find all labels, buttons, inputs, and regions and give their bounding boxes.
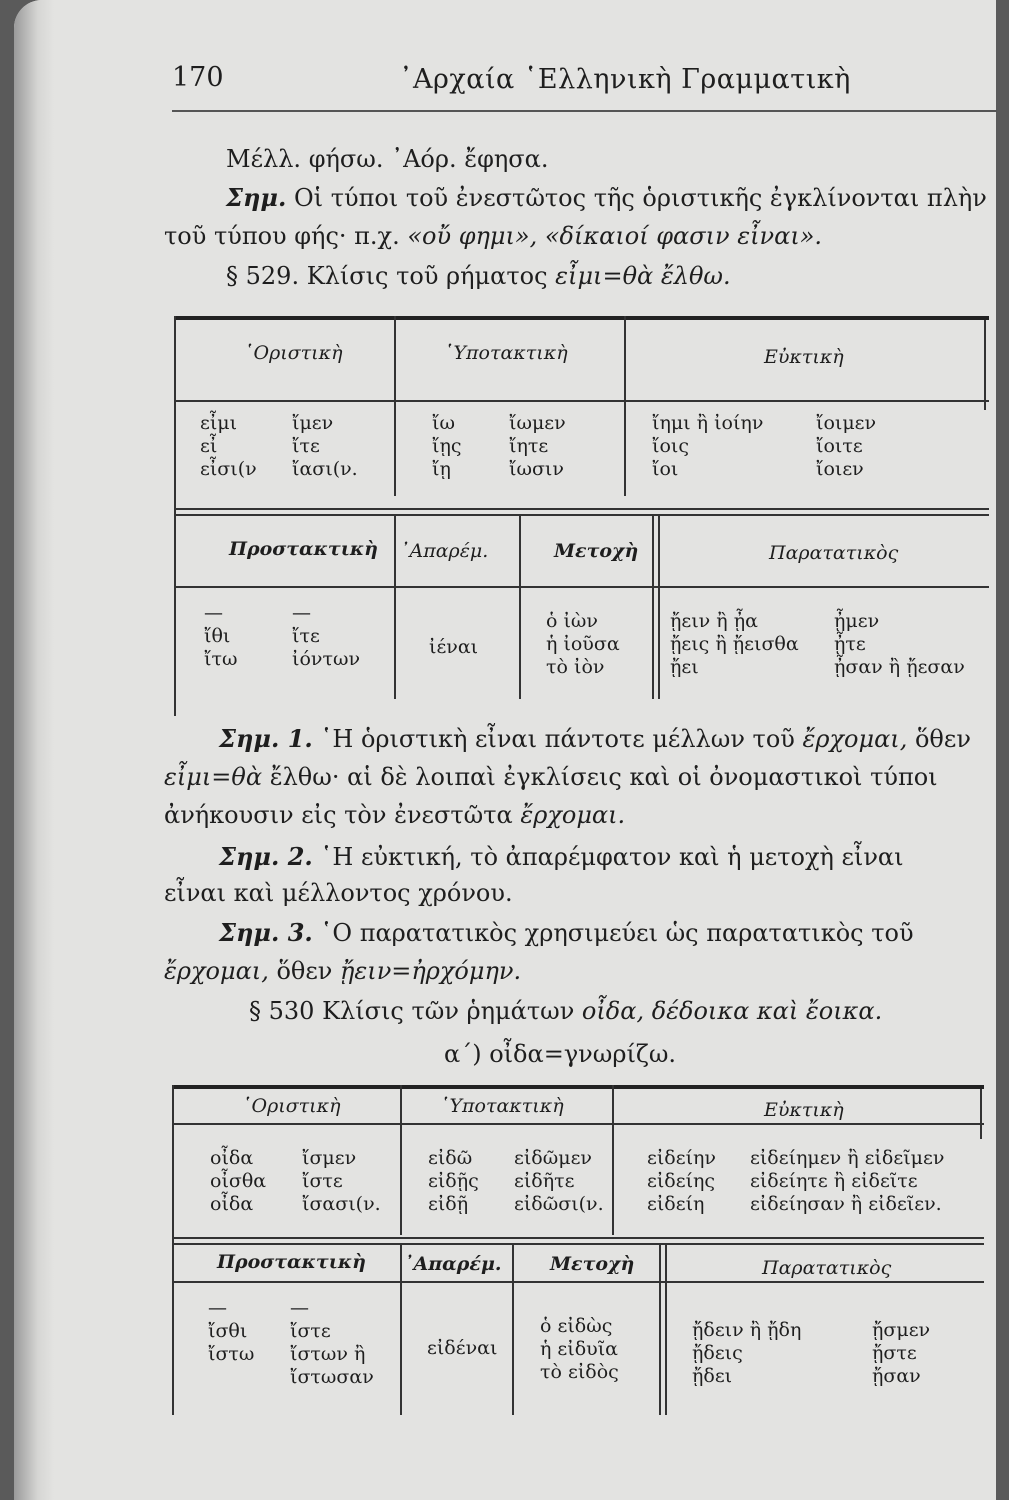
note-2-line-2: εἶναι καὶ μέλλοντος χρόνου. bbox=[164, 879, 513, 907]
infinitive-form-2: εἰδέναι bbox=[427, 1337, 498, 1359]
imp-pl-1-2: — bbox=[290, 1297, 309, 1319]
note-1-line-3 bbox=[164, 801, 625, 829]
ind-pl-column-2 bbox=[302, 1147, 381, 1216]
impf-pl-2-2: ᾔστε bbox=[872, 1342, 917, 1364]
opt-pl-2: ἴοιτε bbox=[816, 435, 863, 457]
subj-pl-1-2: εἰδῶμεν bbox=[514, 1147, 592, 1169]
impf-pl-1: ᾖμεν bbox=[834, 610, 880, 632]
opt-sg-1-2: εἰδείην bbox=[647, 1147, 716, 1169]
impf-sg-3: ᾔει bbox=[670, 656, 699, 678]
subj-pl-3-2: εἰδῶσι(ν. bbox=[514, 1193, 604, 1215]
note-1-line-2 bbox=[164, 763, 938, 791]
opt-pl-2-2: εἰδείητε ἢ εἰδεῖτε bbox=[750, 1170, 918, 1192]
imp-pl-column bbox=[292, 602, 360, 671]
note-2-text: ῾Η εὐκτική, τὸ ἀπαρέμφατον καὶ ἡ μετοχὴ εἶναι bbox=[320, 843, 904, 871]
infinitive-form: ἰέναι bbox=[429, 636, 479, 658]
opt-sg-3: ἴοι bbox=[652, 458, 679, 480]
ind-pl-column bbox=[292, 412, 358, 481]
opt-pl-3: ἴοιεν bbox=[816, 458, 864, 480]
subj-sg-2-2: εἰδῇς bbox=[428, 1170, 479, 1192]
section-529-title: § 529. Κλίσις τοῦ ρήματος bbox=[226, 262, 548, 290]
book-page bbox=[14, 0, 996, 1500]
opt-sg-3-2: εἰδείη bbox=[647, 1193, 705, 1215]
note-line-2-b: «οὔ φημι», «δίκαιοί φασιν εἶναι». bbox=[407, 222, 823, 250]
note-1-text-b: ἔρχομαι, bbox=[802, 725, 908, 753]
note-1-text-a: ῾Η ὁριστικὴ εἶναι πάντοτε μέλλων τοῦ bbox=[320, 725, 795, 753]
part-masc-2: ὁ εἰδὼς bbox=[540, 1315, 613, 1337]
header-optative-2: Εὐκτικὴ bbox=[764, 1099, 844, 1121]
header-subjunctive-2: ῾Υποτακτικὴ bbox=[440, 1095, 564, 1117]
impf-pl-2: ᾖτε bbox=[834, 633, 866, 655]
running-title: ᾿Αρχαία ῾Ελληνικὴ Γραμματικὴ bbox=[399, 64, 851, 95]
ind-sg-column bbox=[200, 412, 257, 481]
part-fem-2: ἡ εἰδυῖα bbox=[540, 1338, 618, 1360]
part-neut-2: τὸ εἰδὸς bbox=[540, 1361, 619, 1383]
part-fem: ἡ ἰοῦσα bbox=[546, 633, 620, 655]
note-1-line-2-a: εἶμι=θὰ bbox=[164, 763, 263, 791]
note-1-text-c: ὅθεν bbox=[914, 725, 971, 753]
impf-pl-3: ᾖσαν ἢ ᾔεσαν bbox=[834, 656, 965, 678]
section-530-verbs: οἶδα, δέδοικα καὶ ἔοικα. bbox=[581, 997, 883, 1025]
subj-sg-3-2: εἰδῇ bbox=[428, 1193, 469, 1215]
header-participle: Μετοχὴ bbox=[554, 540, 639, 562]
page-number: 170 bbox=[172, 62, 224, 93]
section-529-heading bbox=[226, 262, 731, 290]
header-imperative-2: Προστακτικὴ bbox=[217, 1251, 366, 1273]
note-3-label: Σημ. 3. bbox=[219, 918, 313, 947]
subj-sg-column bbox=[432, 412, 461, 481]
ind-pl-2: ἴτε bbox=[292, 435, 320, 457]
impf-pl-1-2: ᾔσμεν bbox=[872, 1319, 931, 1341]
ind-pl-2-2: ἴστε bbox=[302, 1170, 343, 1192]
header-infinitive-2: ᾿Απαρέμ. bbox=[404, 1253, 502, 1275]
imp-sg-3-2: ἴστω bbox=[208, 1343, 255, 1365]
section-530-heading bbox=[249, 997, 882, 1025]
note-1-label: Σημ. 1. bbox=[219, 724, 313, 753]
imp-sg-1-2: — bbox=[208, 1297, 227, 1319]
ind-pl-1: ἴμεν bbox=[292, 412, 334, 434]
imp-sg-2: ἴθι bbox=[204, 625, 231, 647]
impf-sg-3-2: ᾔδει bbox=[692, 1365, 733, 1387]
note-3-line-1 bbox=[219, 918, 914, 947]
note-label: Σημ. bbox=[226, 183, 287, 212]
opt-sg-column bbox=[652, 412, 763, 481]
imp-pl-2-2: ἴστε bbox=[290, 1320, 331, 1342]
ind-sg-1-2: οἶδα bbox=[210, 1147, 254, 1169]
subj-pl-column-2 bbox=[514, 1147, 604, 1216]
opt-pl-1: ἴοιμεν bbox=[816, 412, 877, 434]
header-imperfect: Παρατατικὸς bbox=[769, 542, 899, 564]
impf-pl-column bbox=[834, 610, 965, 679]
subj-sg-3: ἴῃ bbox=[432, 458, 451, 480]
header-subjunctive: ῾Υποτακτικὴ bbox=[444, 342, 568, 364]
ind-pl-3: ἴασι(ν. bbox=[292, 458, 358, 480]
note-1-line-3-b: ἔρχομαι. bbox=[520, 801, 626, 829]
part-neut: τὸ ἰὸν bbox=[546, 656, 605, 678]
header-imperative: Προστακτικὴ bbox=[229, 538, 378, 560]
opt-sg-2: ἴοις bbox=[652, 435, 689, 457]
opt-sg-column-2 bbox=[647, 1147, 716, 1216]
page-edge-shadow bbox=[14, 0, 54, 1500]
impf-sg-1: ᾔειν ἢ ᾖα bbox=[670, 610, 758, 632]
impf-pl-column-2 bbox=[872, 1319, 930, 1388]
note-line-2-a: τοῦ τύπου φής· π.χ. bbox=[164, 222, 400, 250]
header-rule bbox=[172, 110, 997, 112]
section-530-subheading: α΄) οἶδα=γνωρίζω. bbox=[444, 1040, 677, 1068]
opt-pl-column bbox=[816, 412, 876, 481]
subj-pl-2: ἴητε bbox=[509, 435, 549, 457]
opt-pl-1-2: εἰδείημεν ἢ εἰδεῖμεν bbox=[750, 1147, 945, 1169]
note-3-line-2-c: ᾔειν=ἠρχόμην. bbox=[340, 957, 522, 985]
note-3-line-2 bbox=[164, 957, 521, 985]
note-1-line-2-b: ἔλθω· αἱ δὲ λοιπαὶ ἐγκλίσεις καὶ οἱ ὀνομαστικοὶ τύποι bbox=[269, 763, 938, 791]
subj-pl-2-2: εἰδῆτε bbox=[514, 1170, 575, 1192]
participle-column-2 bbox=[540, 1315, 619, 1384]
imp-sg-column-2 bbox=[208, 1297, 254, 1366]
opt-sg-2-2: εἰδείης bbox=[647, 1170, 716, 1192]
imp-pl-column-2 bbox=[290, 1297, 374, 1389]
imp-sg-column bbox=[204, 602, 237, 671]
note-2-line-1 bbox=[219, 842, 904, 871]
subj-pl-1: ἴωμεν bbox=[509, 412, 566, 434]
header-indicative-2: ῾Οριστικὴ bbox=[242, 1095, 341, 1117]
impf-sg-2-2: ᾔδεις bbox=[692, 1342, 743, 1364]
ind-sg-3-2: οἶδα bbox=[210, 1193, 254, 1215]
subj-sg-2: ἴῃς bbox=[432, 435, 462, 457]
ind-sg-column-2 bbox=[210, 1147, 266, 1216]
impf-sg-column bbox=[670, 610, 799, 679]
note-line-2 bbox=[164, 222, 822, 250]
conjugation-table-oida bbox=[172, 1085, 984, 1415]
note-2-label: Σημ. 2. bbox=[219, 842, 313, 871]
ind-pl-3-2: ἴσασι(ν. bbox=[302, 1193, 381, 1215]
participle-column bbox=[546, 610, 620, 679]
note-3-line-2-a: ἔρχομαι, bbox=[164, 957, 269, 985]
imp-pl-1: — bbox=[292, 602, 311, 624]
header-indicative: ῾Οριστικὴ bbox=[244, 342, 343, 364]
impf-pl-3-2: ᾔσαν bbox=[872, 1365, 921, 1387]
note-3-text: ῾Ο παρατατικὸς χρησιμεύει ὡς παρατατικὸς τοῦ bbox=[320, 919, 914, 947]
opt-pl-column-2 bbox=[750, 1147, 944, 1216]
subj-sg-1-2: εἰδῶ bbox=[428, 1147, 473, 1169]
ind-sg-2-2: οἶσθα bbox=[210, 1170, 267, 1192]
header-infinitive: ᾿Απαρέμ. bbox=[400, 540, 489, 562]
section-529-verb: εἶμι=θὰ ἔλθω. bbox=[555, 262, 731, 290]
impf-sg-1-2: ᾔδειν ἢ ᾔδη bbox=[692, 1319, 802, 1341]
subj-pl-column bbox=[509, 412, 566, 481]
subj-pl-3: ἴωσιν bbox=[509, 458, 564, 480]
note-3-line-2-b: ὅθεν bbox=[276, 957, 333, 985]
imp-sg-3: ἴτω bbox=[204, 648, 238, 670]
note-1-line-1 bbox=[219, 724, 971, 753]
header-participle-2: Μετοχὴ bbox=[550, 1253, 635, 1275]
imp-sg-1: — bbox=[204, 602, 223, 624]
imp-pl-3-2: ἴστων ἢ bbox=[290, 1343, 366, 1365]
imp-pl-3: ἰόντων bbox=[292, 648, 360, 670]
ind-sg-1: εἶμι bbox=[200, 412, 238, 434]
impf-sg-2: ᾔεις ἢ ᾔεισθα bbox=[670, 633, 799, 655]
imp-pl-2: ἴτε bbox=[292, 625, 320, 647]
subj-sg-column-2 bbox=[428, 1147, 479, 1216]
ind-pl-1-2: ἴσμεν bbox=[302, 1147, 357, 1169]
opt-sg-1: ἴημι ἢ ἰοίην bbox=[652, 412, 764, 434]
ind-sg-2: εἶ bbox=[200, 435, 218, 457]
ind-sg-3: εἶσι(ν bbox=[200, 458, 257, 480]
impf-sg-column-2 bbox=[692, 1319, 801, 1388]
imp-pl-4-2: ἴστωσαν bbox=[290, 1366, 374, 1388]
note-line-1 bbox=[226, 183, 987, 212]
opt-pl-3-2: εἰδείησαν ἢ εἰδεῖεν. bbox=[750, 1193, 942, 1215]
section-530-title: § 530 Κλίσις τῶν ῥημάτων bbox=[249, 997, 575, 1025]
note-1-line-3-a: ἀνήκουσιν εἰς τὸν ἐνεστῶτα bbox=[164, 801, 513, 829]
future-aorist-line: Μέλλ. φήσω. ᾿Αόρ. ἔφησα. bbox=[226, 145, 549, 173]
subj-sg-1: ἴω bbox=[432, 412, 455, 434]
note-text: Οἱ τύποι τοῦ ἐνεστῶτος τῆς ὁριστικῆς ἐγκλίνονται πλὴν bbox=[293, 184, 987, 212]
header-imperfect-2: Παρατατικὸς bbox=[762, 1257, 892, 1279]
imp-sg-2-2: ἴσθι bbox=[208, 1320, 248, 1342]
header-optative: Εὐκτικὴ bbox=[764, 346, 844, 368]
part-masc: ὁ ἰὼν bbox=[546, 610, 598, 632]
conjugation-table-eimi bbox=[174, 316, 989, 716]
